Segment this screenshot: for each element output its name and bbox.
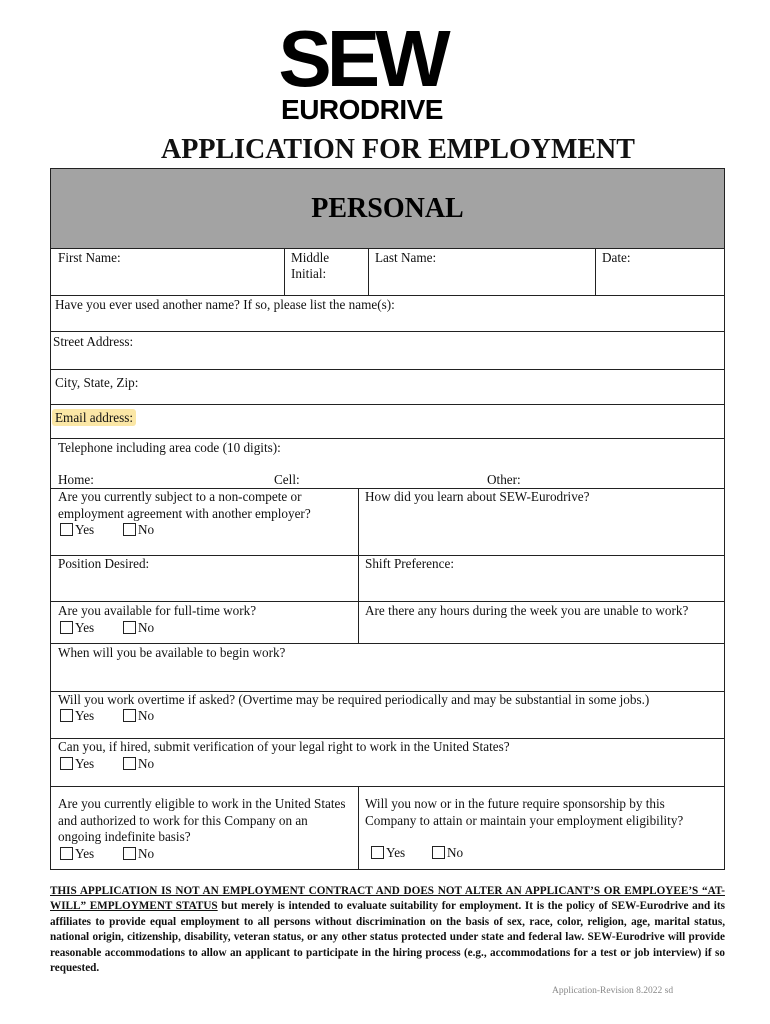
column-divider xyxy=(368,248,369,295)
row-divider xyxy=(51,643,724,644)
fulltime-yes[interactable]: Yes xyxy=(60,620,94,636)
section-header xyxy=(51,169,724,249)
middle-initial-label-line1: Middle xyxy=(291,250,330,265)
column-divider xyxy=(284,248,285,295)
home-phone-label: Home: xyxy=(58,472,94,487)
shift-preference-label: Shift Preference: xyxy=(365,556,454,571)
verification-yes[interactable]: Yes xyxy=(60,756,94,772)
disclaimer-underlined: THIS APPLICATION IS NOT AN EMPLOYMENT CONTRACT AND DOES NOT ALTER AN APPLICANT’S OR EMPLOYEE’S “AT-WILL” EMPLOYMENT STATUS xyxy=(50,885,725,913)
sponsorship-question: Will you now or in the future require sponsorship by this Company to attain or maintain your employment eligibility? xyxy=(365,796,684,828)
date-label: Date: xyxy=(602,250,631,265)
email-label-text: Email address: xyxy=(52,409,136,426)
checkbox-icon[interactable] xyxy=(123,847,136,860)
overtime-no[interactable]: No xyxy=(123,708,154,724)
telephone-label: Telephone including area code (10 digits): xyxy=(58,440,281,455)
checkbox-icon[interactable] xyxy=(60,523,73,536)
other-phone-label: Other: xyxy=(487,472,521,487)
row-divider xyxy=(51,369,724,370)
logo-eurodrive-text: EURODRIVE xyxy=(281,94,443,125)
unavailable-hours-question: Are there any hours during the week you are unable to work? xyxy=(365,603,689,618)
checkbox-icon[interactable] xyxy=(60,847,73,860)
checkbox-icon[interactable] xyxy=(371,846,384,859)
row-divider xyxy=(51,404,724,405)
overtime-yes[interactable]: Yes xyxy=(60,708,94,724)
personal-form xyxy=(50,168,725,870)
street-address-label: Street Address: xyxy=(53,334,134,349)
row-divider xyxy=(51,601,724,602)
checkbox-icon[interactable] xyxy=(123,757,136,770)
sponsorship-no[interactable]: No xyxy=(432,845,463,861)
work-verification-question: Can you, if hired, submit verification of your legal right to work in the United States? xyxy=(58,739,510,754)
checkbox-icon[interactable] xyxy=(123,621,136,634)
row-divider xyxy=(51,331,724,332)
eligibility-yes[interactable]: Yes xyxy=(60,846,94,862)
city-state-zip-label: City, State, Zip: xyxy=(55,375,139,390)
column-divider xyxy=(358,786,359,870)
learn-question: How did you learn about SEW-Eurodrive? xyxy=(365,489,590,504)
checkbox-icon[interactable] xyxy=(60,757,73,770)
noncompete-question: Are you currently subject to a non-compete or employment agreement with another employer? xyxy=(58,489,311,521)
checkbox-icon[interactable] xyxy=(432,846,445,859)
fulltime-no[interactable]: No xyxy=(123,620,154,636)
checkbox-icon[interactable] xyxy=(60,621,73,634)
logo-sew-text: SEW xyxy=(278,14,446,103)
checkbox-icon[interactable] xyxy=(60,709,73,722)
section-title: PERSONAL xyxy=(311,193,464,224)
first-name-label: First Name: xyxy=(58,250,121,265)
at-will-disclaimer xyxy=(50,884,725,976)
checkbox-icon[interactable] xyxy=(123,709,136,722)
row-divider xyxy=(51,295,724,296)
column-divider xyxy=(358,488,359,643)
position-desired-label: Position Desired: xyxy=(58,556,150,571)
last-name-label: Last Name: xyxy=(375,250,437,265)
start-date-question: When will you be available to begin work? xyxy=(58,645,286,660)
cell-phone-label: Cell: xyxy=(274,472,300,487)
disclaimer-body: but merely is intended to evaluate suitability for employment. It is the policy of SEW-Eurodrive and its affiliates to provide equal employment to all persons without discrimination on the basis of sex, race, color, religion, age, marital status, national origin, citizenship, disability, veteran status, or any other status protected under state and federal law. SEW-Eurodrive will provide reasonable accommodations to allow an applicant to participate in the hiring process (e.g., accommodations for a test or job interview) if so requested. xyxy=(50,900,725,975)
other-names-label: Have you ever used another name? If so, please list the name(s): xyxy=(55,297,395,312)
noncompete-yes[interactable]: Yes xyxy=(60,522,94,538)
revision-footer: Application-Revision 8.2022 sd xyxy=(552,986,674,996)
eligibility-question: Are you currently eligible to work in the United States and authorized to work for this Company on an ongoing indefinite basis? xyxy=(58,796,346,844)
email-label xyxy=(52,410,136,427)
company-logo xyxy=(270,14,454,125)
row-divider xyxy=(51,438,724,439)
fulltime-question: Are you available for full-time work? xyxy=(58,603,257,618)
noncompete-no[interactable]: No xyxy=(123,522,154,538)
eligibility-no[interactable]: No xyxy=(123,846,154,862)
sponsorship-yes[interactable]: Yes xyxy=(371,845,405,861)
verification-no[interactable]: No xyxy=(123,756,154,772)
middle-initial-label-line2: Initial: xyxy=(291,266,327,281)
page-title: APPLICATION FOR EMPLOYMENT xyxy=(161,134,635,165)
row-divider xyxy=(51,786,724,787)
overtime-question: Will you work overtime if asked? (Overtime may be required periodically and may be substantial in some jobs.) xyxy=(58,692,650,707)
checkbox-icon[interactable] xyxy=(123,523,136,536)
column-divider xyxy=(595,248,596,295)
